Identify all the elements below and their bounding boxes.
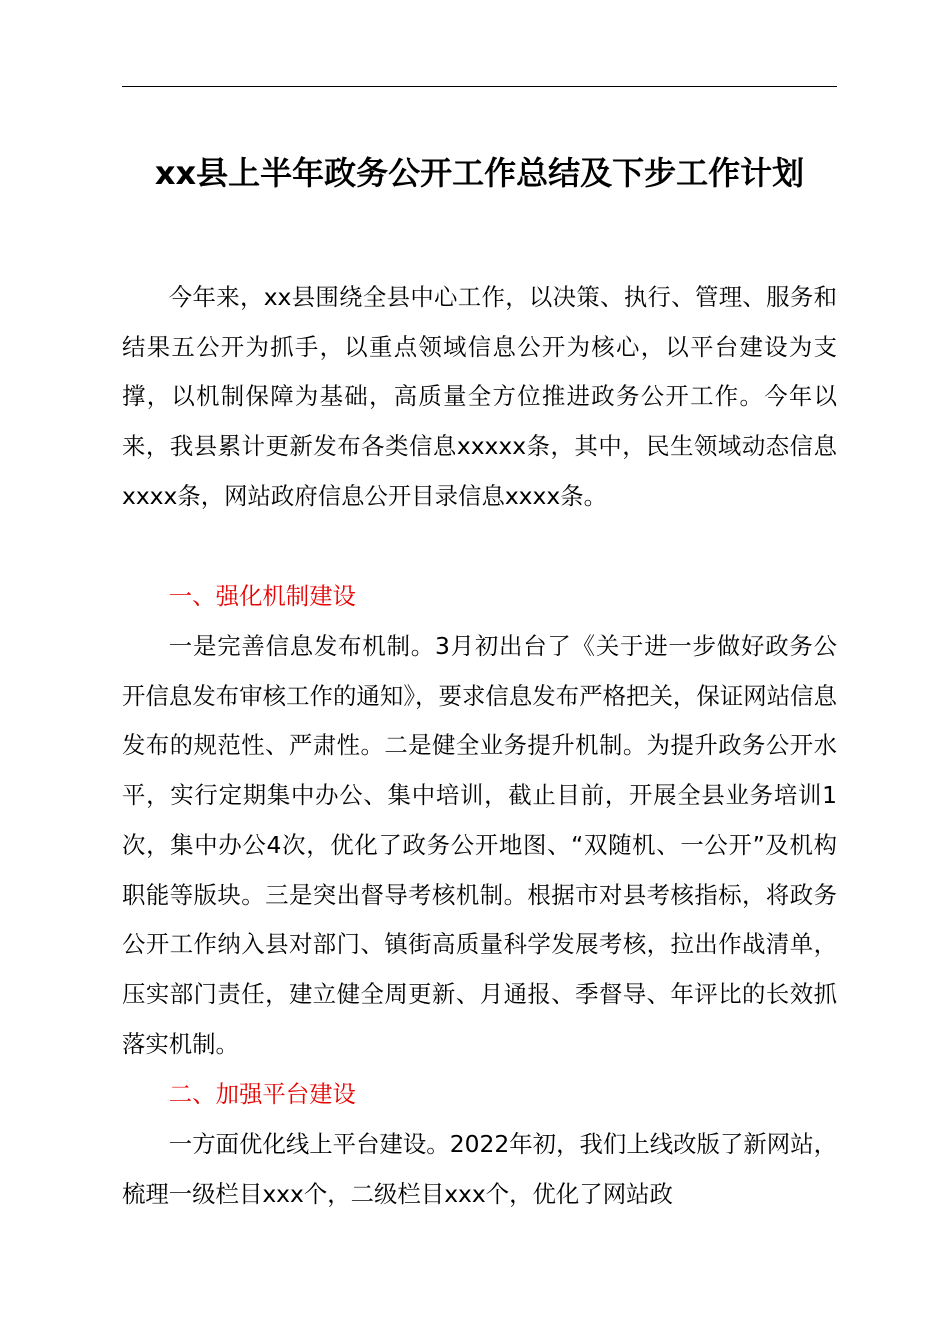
header-rule bbox=[122, 86, 837, 87]
section-paragraph-2: 一方面优化线上平台建设。2022年初，我们上线改版了新网站，梳理一级栏目xxx个，二级栏目xxx个，优化了网站政 bbox=[122, 1130, 837, 1208]
document-title: xx县上半年政务公开工作总结及下步工作计划 bbox=[154, 154, 805, 192]
section-paragraph-1: 一是完善信息发布机制。3月初出台了《关于进一步做好政务公开信息发布审核工作的通知》，要求信息发布严格把关，保证网站信息发布的规范性、严肃性。二是健全业务提升机制。为提升政务公开水平，实行定期集中办公、集中培训，截止目前，开展全县业务培训1次，集中办公4次，优化了政务公开地图、“双随机、一公开”及机构职能等版块。三是突出督导考核机制。根据市对县考核指标，将政务公开工作纳入县对部门、镇街高质量科学发展考核，拉出作战清单，压实部门责任，建立健全周更新、月通报、季督导、年评比的长效抓落实机制。 bbox=[122, 632, 837, 1058]
intro-paragraph: 今年来，xx县围绕全县中心工作，以决策、执行、管理、服务和结果五公开为抓手，以重点领域信息公开为核心，以平台建设为支撑，以机制保障为基础，高质量全方位推进政务公开工作。今年以来，我县累计更新发布各类信息xxxxx条，其中，民生领域动态信息xxxx条，网站政府信息公开目录信息xxxx条。 bbox=[122, 283, 837, 510]
section-heading-2: 二、加强平台建设 bbox=[168, 1080, 356, 1108]
section-heading-1: 一、强化机制建设 bbox=[168, 582, 356, 610]
